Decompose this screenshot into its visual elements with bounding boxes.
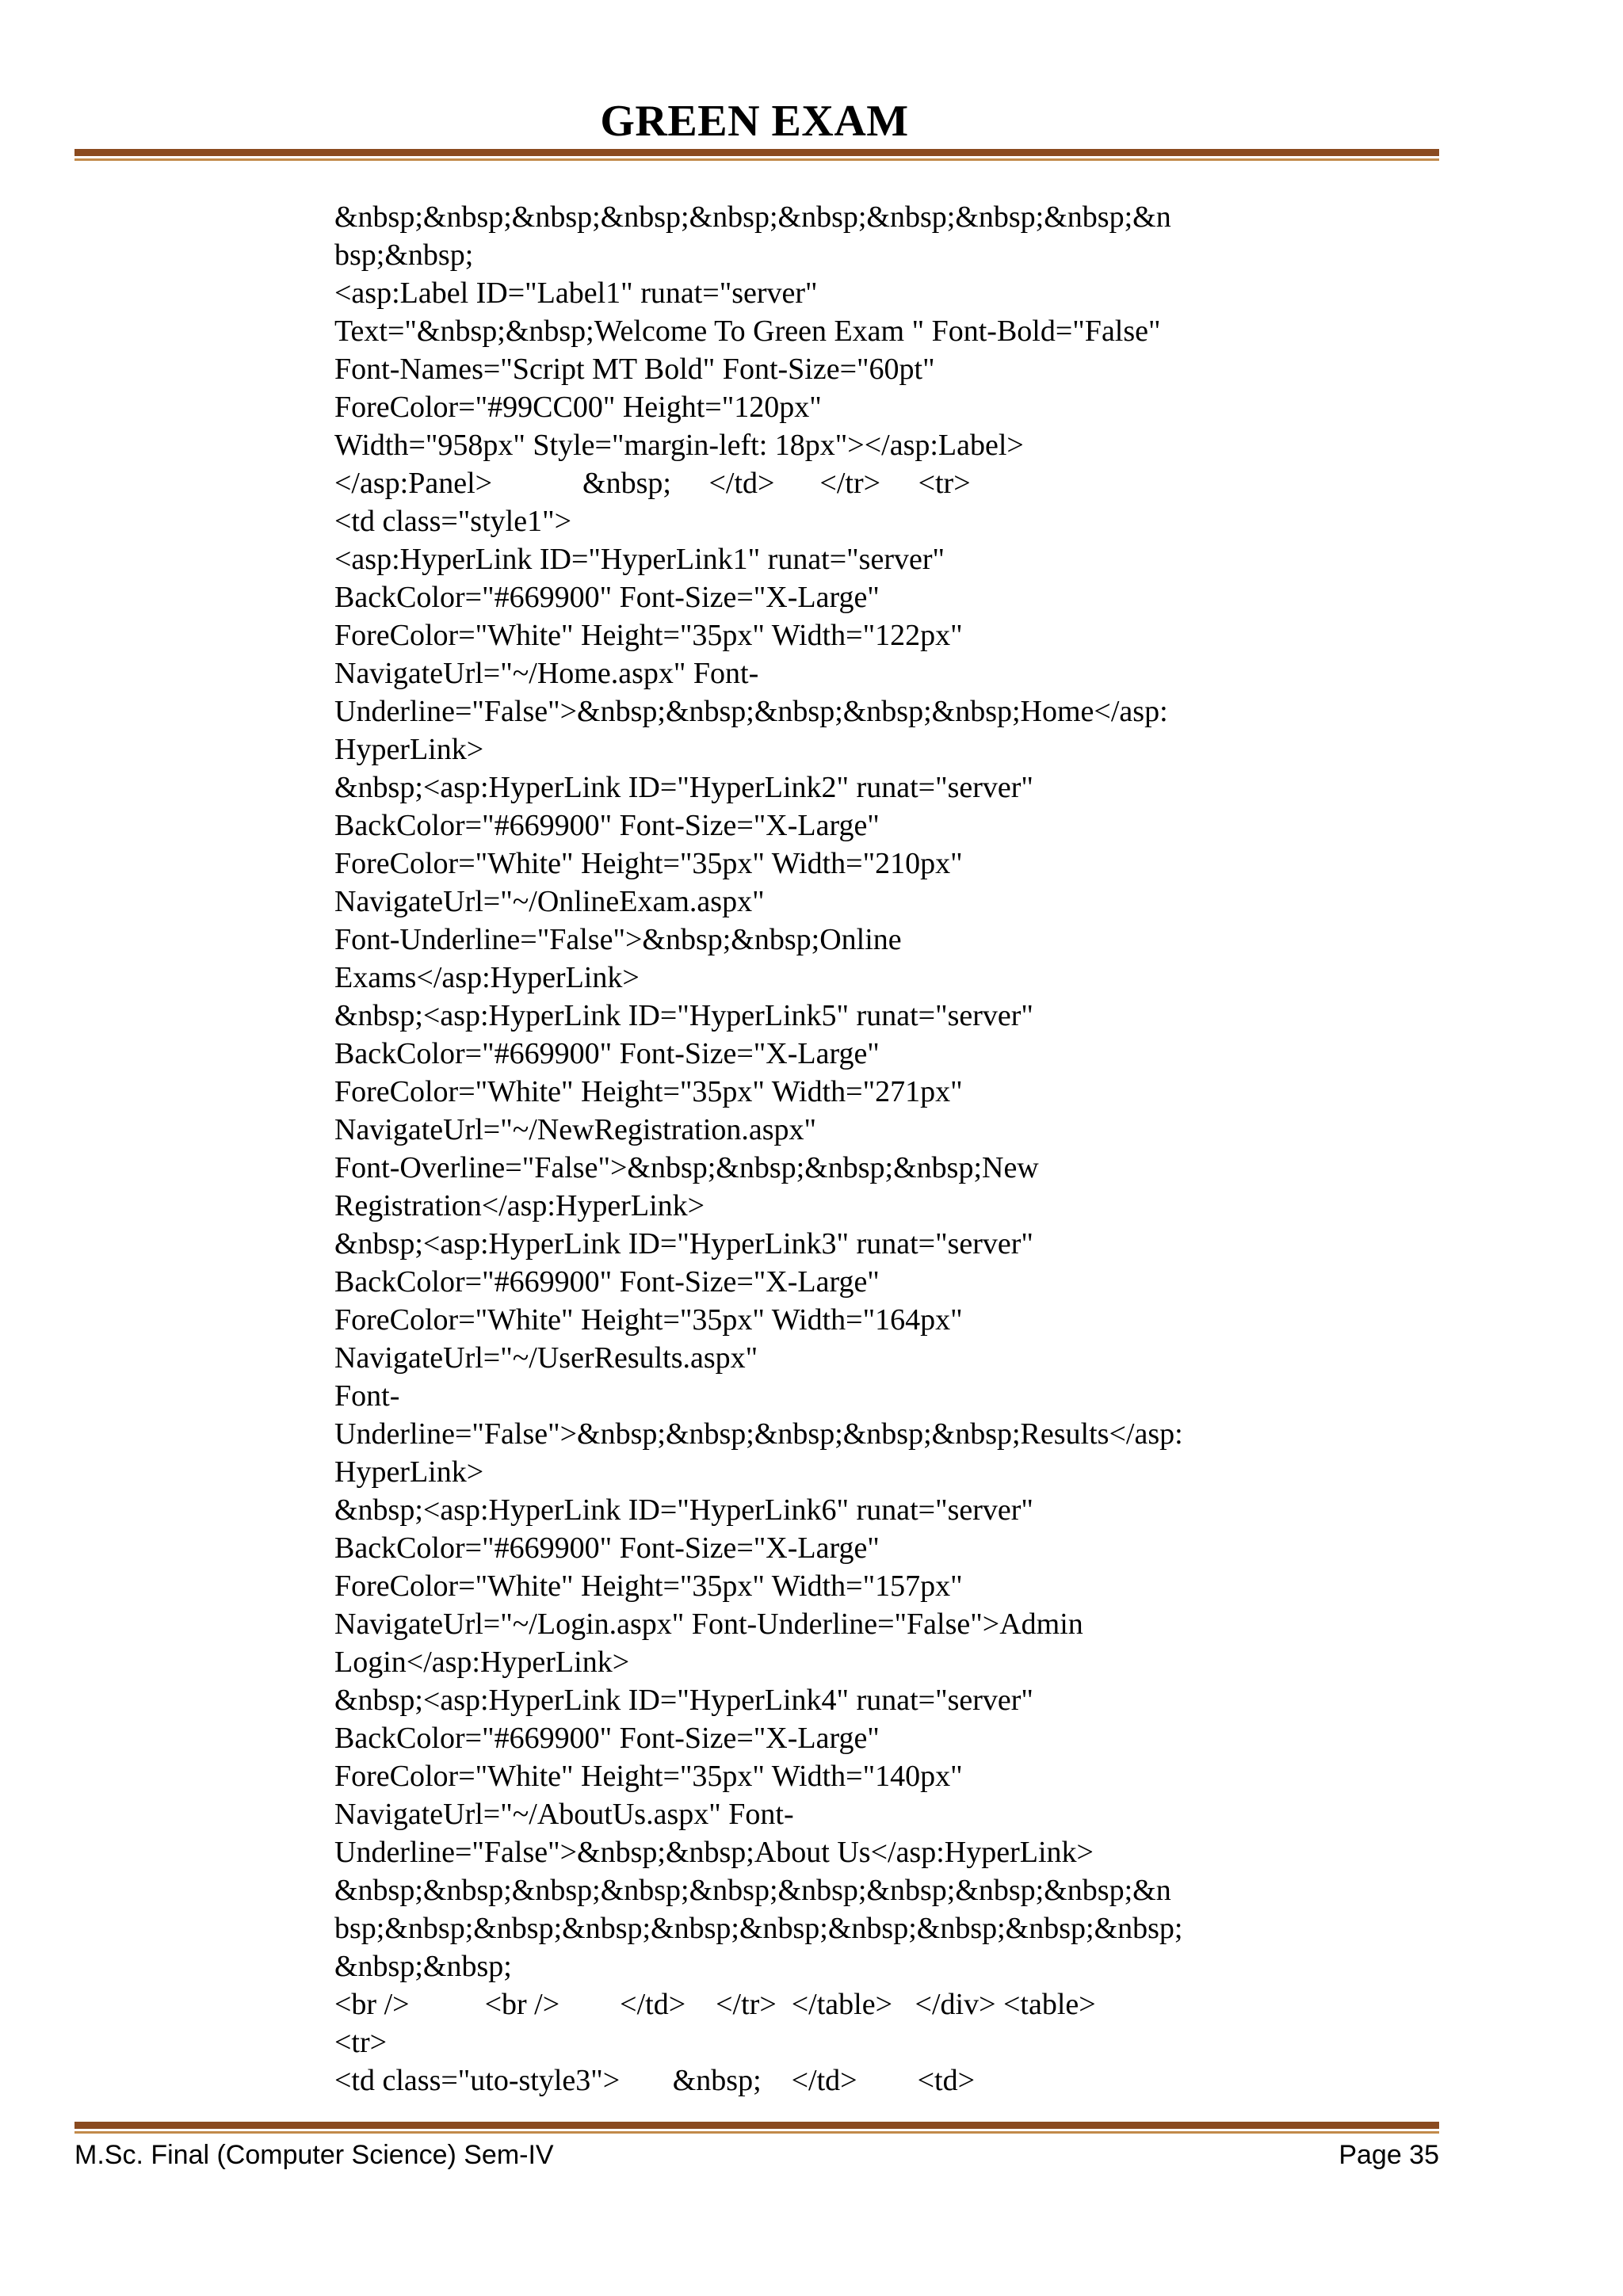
code-line: &nbsp;&nbsp;&nbsp;&nbsp;&nbsp;&nbsp;&nbsp;&nbsp;&nbsp;&n: [334, 1874, 1171, 1907]
code-line: bsp;&nbsp;: [334, 238, 474, 272]
code-line: NavigateUrl="~/Home.aspx" Font-: [334, 657, 759, 690]
code-line: ForeColor="#99CC00" Height="120px": [334, 391, 822, 424]
footer-divider: [74, 2122, 1439, 2134]
footer-course: M.Sc. Final (Computer Science) Sem-IV: [74, 2140, 554, 2170]
code-line: BackColor="#669900" Font-Size="X-Large": [334, 1037, 880, 1070]
code-line: Font-: [334, 1379, 400, 1413]
code-line: ForeColor="White" Height="35px" Width="164px": [334, 1303, 963, 1337]
code-line: <td class="uto-style3"> &nbsp; </td> <td>: [334, 2064, 976, 2097]
code-line: Width="958px" Style="margin-left: 18px"></asp:Label>: [334, 429, 1024, 462]
code-line: Font-Underline="False">&nbsp;&nbsp;Online: [334, 923, 902, 956]
code-line: NavigateUrl="~/UserResults.aspx": [334, 1341, 758, 1375]
code-line: Font-Names="Script MT Bold" Font-Size="60pt": [334, 353, 935, 386]
code-line: <tr>: [334, 2026, 388, 2059]
code-line: <td class="style1">: [334, 505, 572, 538]
code-line: Exams</asp:HyperLink>: [334, 961, 640, 994]
code-line: bsp;&nbsp;&nbsp;&nbsp;&nbsp;&nbsp;&nbsp;&nbsp;&nbsp;&nbsp;: [334, 1912, 1183, 1945]
code-line: &nbsp;<asp:HyperLink ID="HyperLink2" runat="server": [334, 771, 1033, 804]
header-divider: [74, 149, 1439, 161]
code-line: NavigateUrl="~/NewRegistration.aspx": [334, 1113, 817, 1146]
code-line: Underline="False">&nbsp;&nbsp;&nbsp;&nbsp;&nbsp;Home</asp:: [334, 695, 1168, 728]
code-line: Login</asp:HyperLink>: [334, 1646, 630, 1679]
code-line: &nbsp;&nbsp;: [334, 1950, 512, 1983]
code-line: NavigateUrl="~/Login.aspx" Font-Underline="False">Admin: [334, 1608, 1083, 1641]
code-line: HyperLink>: [334, 733, 484, 766]
code-line: BackColor="#669900" Font-Size="X-Large": [334, 581, 880, 614]
code-line: &nbsp;<asp:HyperLink ID="HyperLink5" runat="server": [334, 999, 1033, 1032]
code-line: Font-Overline="False">&nbsp;&nbsp;&nbsp;&nbsp;New: [334, 1151, 1039, 1184]
code-line: ForeColor="White" Height="35px" Width="210px": [334, 847, 963, 880]
code-line: </asp:Panel> &nbsp; </td> </tr> <tr>: [334, 467, 971, 500]
code-line: &nbsp;<asp:HyperLink ID="HyperLink6" runat="server": [334, 1493, 1033, 1527]
code-line: <asp:Label ID="Label1" runat="server": [334, 277, 818, 310]
code-listing: [334, 198, 1285, 2100]
code-line: ForeColor="White" Height="35px" Width="122px": [334, 619, 963, 652]
code-line: NavigateUrl="~/OnlineExam.aspx": [334, 885, 765, 918]
code-line: &nbsp;<asp:HyperLink ID="HyperLink4" runat="server": [334, 1684, 1033, 1717]
code-line: Underline="False">&nbsp;&nbsp;&nbsp;&nbsp;&nbsp;Results</asp:: [334, 1417, 1183, 1451]
code-line: ForeColor="White" Height="35px" Width="271px": [334, 1075, 963, 1108]
code-line: Registration</asp:HyperLink>: [334, 1189, 705, 1222]
code-line: ForeColor="White" Height="35px" Width="157px": [334, 1569, 963, 1603]
code-line: BackColor="#669900" Font-Size="X-Large": [334, 1531, 880, 1565]
code-line: <asp:HyperLink ID="HyperLink1" runat="server": [334, 543, 945, 576]
code-line: Text="&nbsp;&nbsp;Welcome To Green Exam " Font-Bold="False": [334, 315, 1161, 348]
page-number: Page 35: [1338, 2140, 1439, 2170]
code-line: ForeColor="White" Height="35px" Width="140px": [334, 1760, 963, 1793]
code-line: <br /> <br /> </td> </tr> </table> </div> <table>: [334, 1988, 1096, 2021]
code-line: HyperLink>: [334, 1455, 484, 1489]
page-title: GREEN EXAM: [600, 97, 909, 146]
code-line: BackColor="#669900" Font-Size="X-Large": [334, 1722, 880, 1755]
code-line: &nbsp;&nbsp;&nbsp;&nbsp;&nbsp;&nbsp;&nbsp;&nbsp;&nbsp;&n: [334, 200, 1171, 234]
code-line: Underline="False">&nbsp;&nbsp;About Us</asp:HyperLink>: [334, 1836, 1094, 1869]
code-line: BackColor="#669900" Font-Size="X-Large": [334, 1265, 880, 1299]
code-line: NavigateUrl="~/AboutUs.aspx" Font-: [334, 1798, 794, 1831]
code-line: BackColor="#669900" Font-Size="X-Large": [334, 809, 880, 842]
code-line: &nbsp;<asp:HyperLink ID="HyperLink3" runat="server": [334, 1227, 1033, 1261]
